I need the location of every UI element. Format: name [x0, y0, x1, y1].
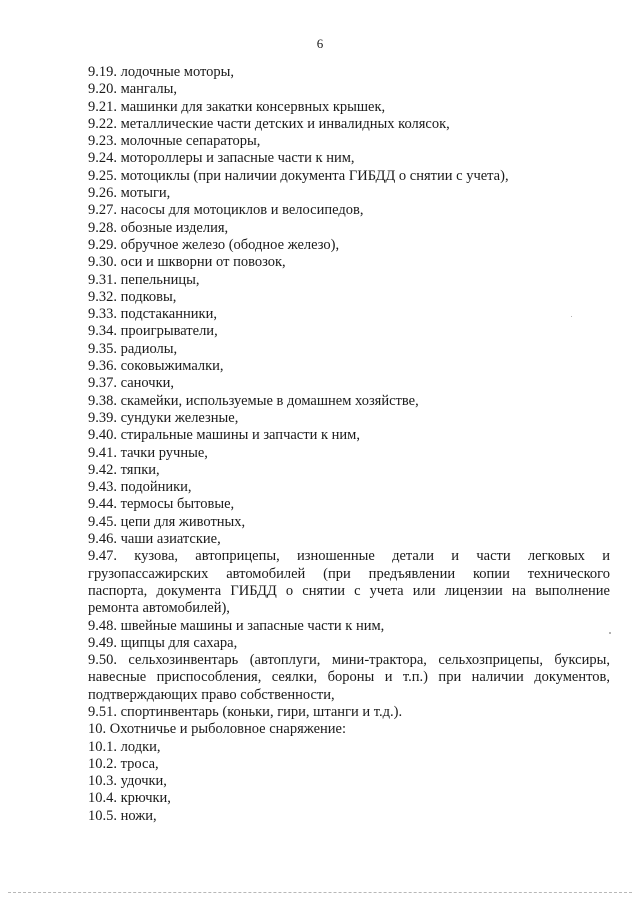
list-item: 9.29. обручное железо (ободное железо), — [88, 236, 340, 253]
list-item: 10.3. удочки, — [88, 773, 167, 790]
list-item: 10.2. троса, — [88, 755, 159, 772]
list-item: 9.30. оси и шкворни от повозок, — [88, 254, 286, 271]
list-item: 10.5. ножи, — [88, 807, 157, 824]
section-heading: 10. Охотничье и рыболовное снаряжение: — [88, 721, 346, 738]
scan-speck — [609, 632, 611, 634]
list-item-continuation: паспорта, документа ГИБДД о снятии с учета или лицензии на выполнение — [88, 582, 610, 599]
list-item: 9.31. пепельницы, — [88, 271, 200, 288]
scan-edge-line — [8, 892, 632, 894]
list-item: 9.20. мангалы, — [88, 81, 178, 98]
list-item: 9.27. насосы для мотоциклов и велосипедов, — [88, 202, 364, 219]
list-item: 9.25. мотоциклы (при наличии документа ГИБДД о снятии с учета), — [88, 167, 509, 184]
list-item: 9.47. кузова, автоприцепы, изношенные детали и части легковых и — [88, 548, 610, 565]
list-item-continuation: ремонта автомобилей), — [88, 600, 230, 617]
list-item: 9.46. чаши азиатские, — [88, 531, 221, 548]
list-item: 9.19. лодочные моторы, — [88, 64, 235, 80]
list-item: 9.28. обозные изделия, — [88, 219, 229, 236]
list-item: 9.49. щипцы для сахара, — [88, 634, 238, 651]
list-item: 9.34. проигрыватели, — [88, 323, 218, 340]
list-item: 9.36. соковыжималки, — [88, 358, 224, 375]
list-item: 9.38. скамейки, используемые в домашнем хозяйстве, — [88, 392, 419, 409]
list-item-continuation: навесные приспособления, сеялки, бороны и т.п.) при наличии документов, — [88, 669, 610, 686]
list-item: 9.42. тяпки, — [88, 461, 160, 478]
scan-speck — [571, 316, 572, 317]
list-item: 9.48. швейные машины и запасные части к ним, — [88, 617, 385, 634]
list-item: 9.37. саночки, — [88, 375, 175, 392]
list-item: 10.1. лодки, — [88, 738, 161, 755]
list-item: 9.44. термосы бытовые, — [88, 496, 235, 513]
list-item: 9.41. тачки ручные, — [88, 444, 208, 461]
page-number: 6 — [316, 36, 324, 51]
list-item: 9.35. радиолы, — [88, 340, 178, 357]
list-item: 9.51. спортинвентарь (коньки, гири, штанги и т.д.). — [88, 703, 403, 720]
list-item: 9.39. сундуки железные, — [88, 409, 239, 426]
list-item: 9.43. подойники, — [88, 479, 192, 496]
list-item: 9.32. подковы, — [88, 288, 177, 305]
list-item: 9.24. мотороллеры и запасные части к ним, — [88, 150, 355, 167]
list-item: 9.33. подстаканники, — [88, 306, 217, 323]
list-item: 10.4. крючки, — [88, 790, 171, 807]
list-item: 9.23. молочные сепараторы, — [88, 133, 261, 150]
list-item: 9.50. сельхозинвентарь (автоплуги, мини-трактора, сельхозприцепы, буксиры, — [88, 652, 610, 669]
list-item-continuation: подтверждающих право собственности, — [88, 686, 335, 703]
list-item-continuation: грузопассажирских автомобилей (при предъявлении копии технического — [88, 565, 610, 582]
list-body — [88, 64, 610, 825]
list-item: 9.45. цепи для животных, — [88, 513, 246, 530]
list-item: 9.26. мотыги, — [88, 185, 171, 202]
list-item: 9.21. машинки для закатки консервных крышек, — [88, 98, 386, 115]
list-item: 9.40. стиральные машины и запчасти к ним, — [88, 427, 360, 444]
list-item: 9.22. металлические части детских и инвалидных колясок, — [88, 115, 450, 132]
